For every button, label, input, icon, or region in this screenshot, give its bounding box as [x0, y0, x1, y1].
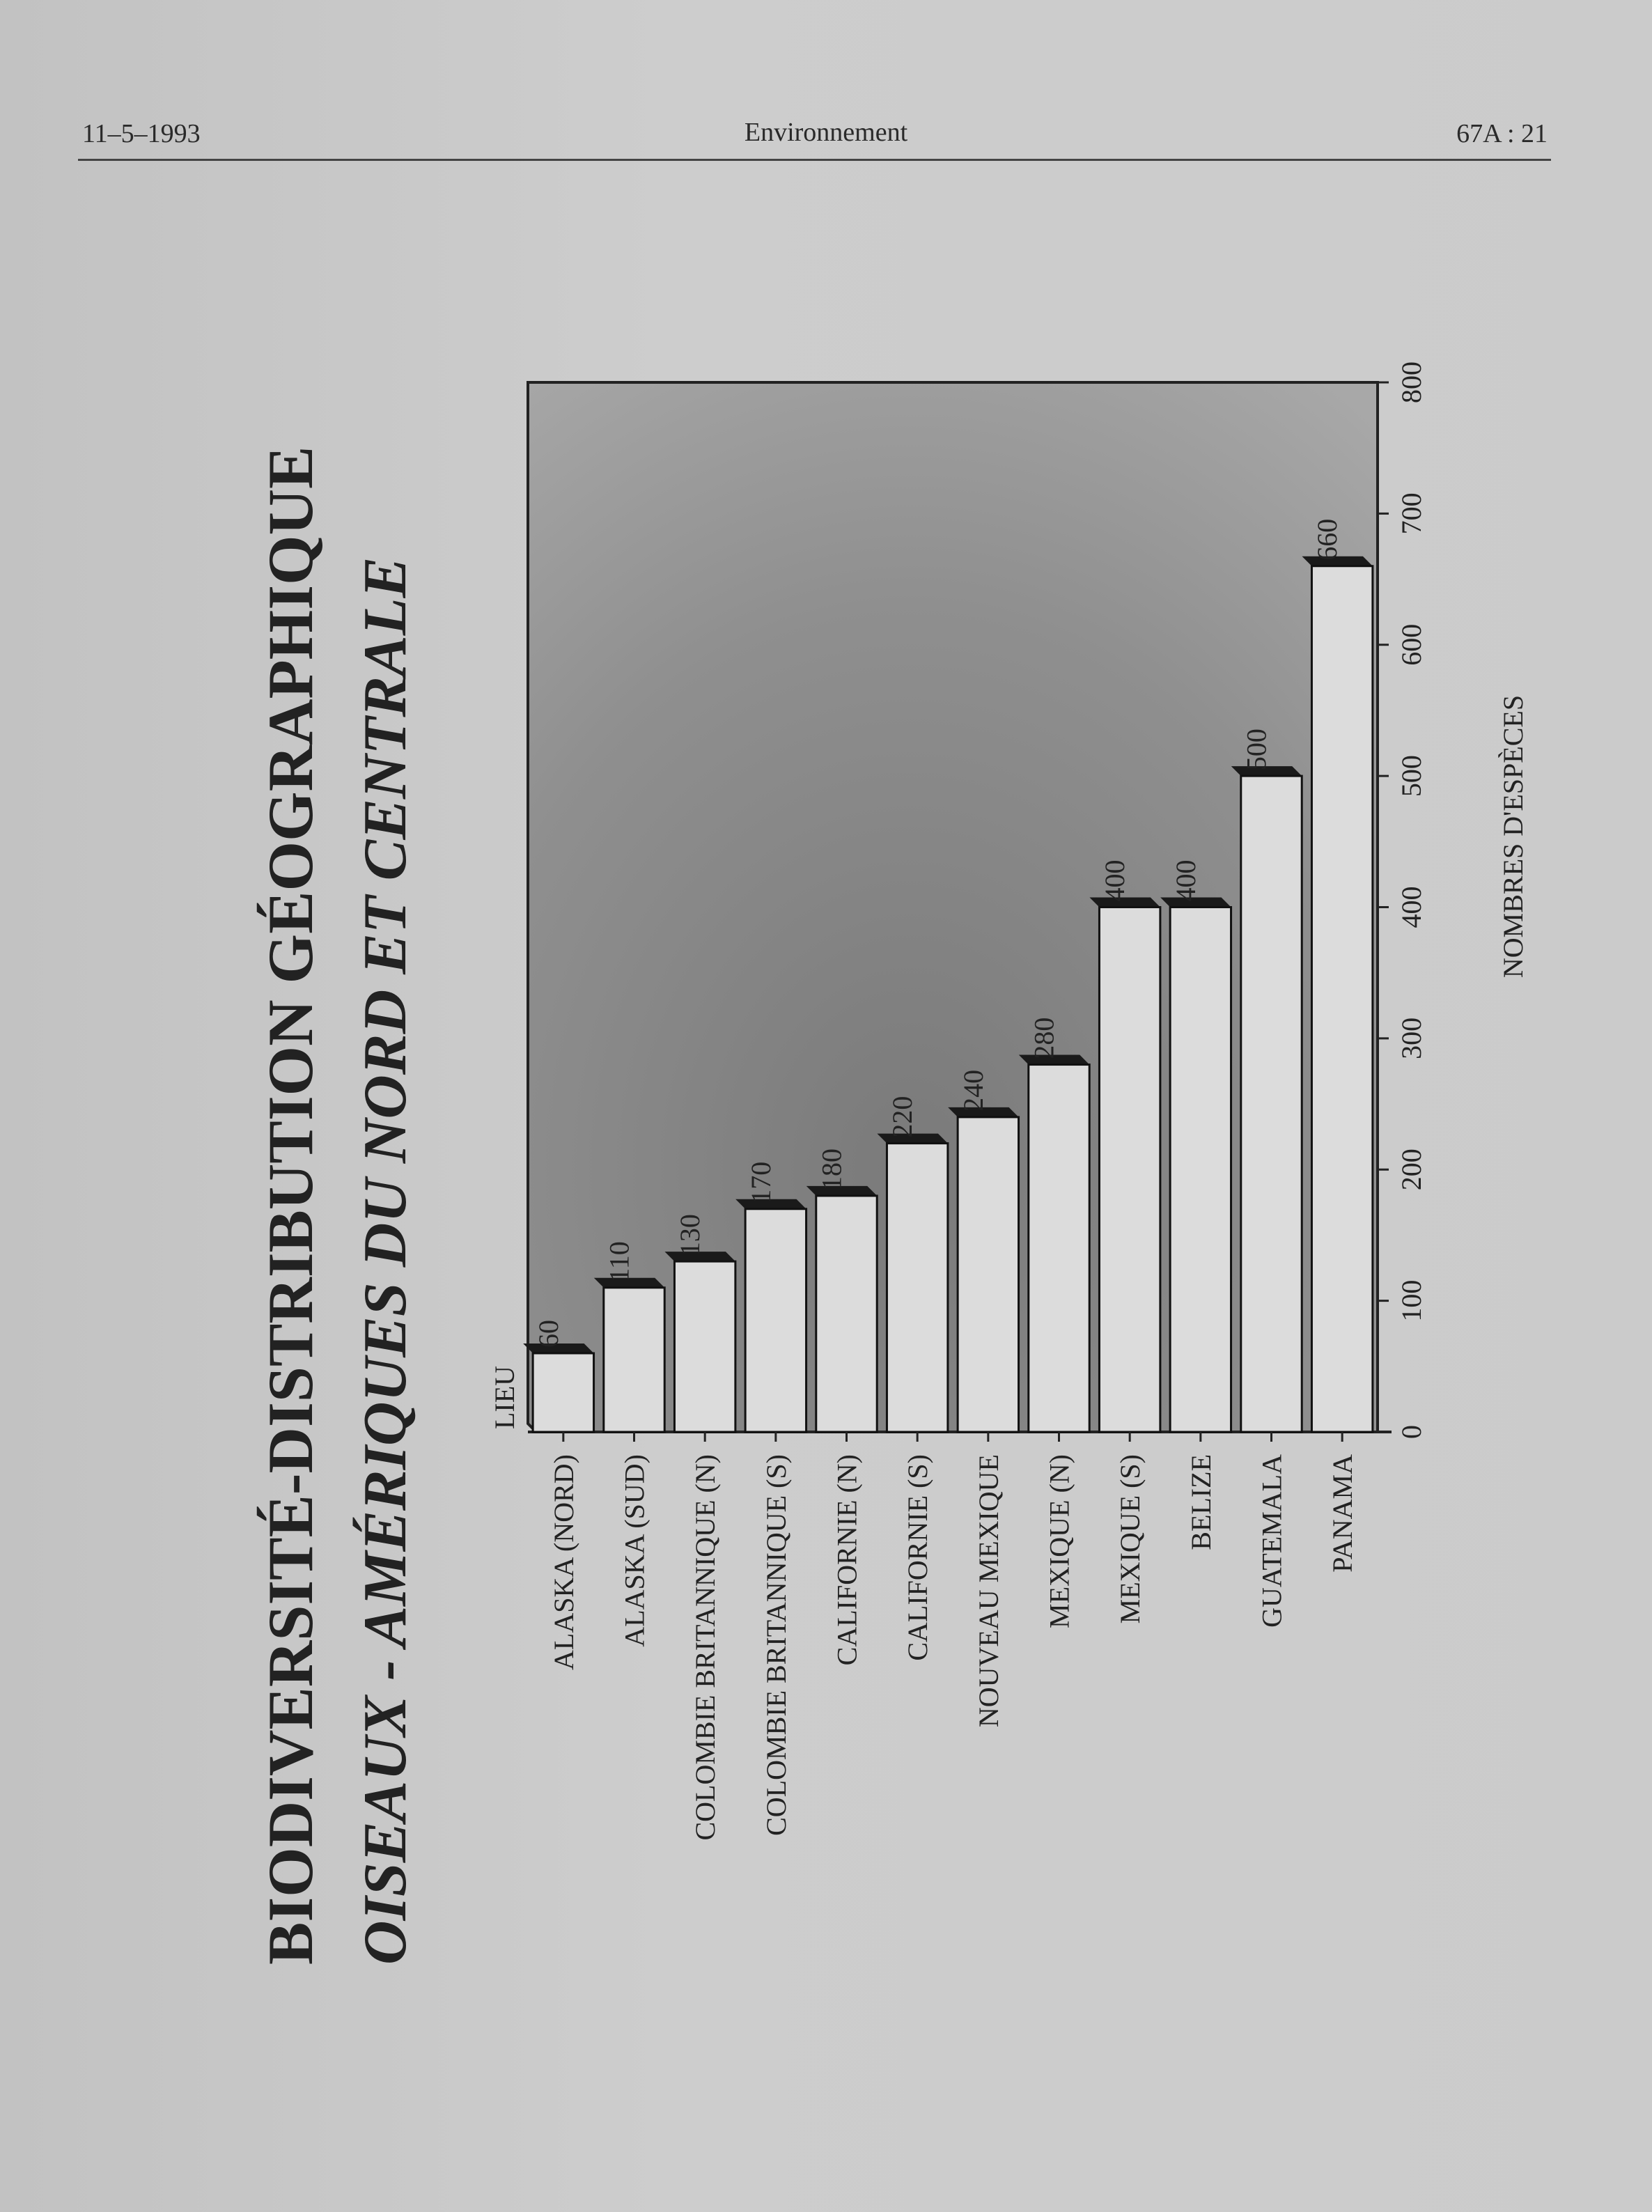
- bar: [745, 1209, 806, 1432]
- value-tick-label: 600: [1396, 623, 1427, 666]
- y-axis-label: NOMBRES D'ESPÈCES: [1497, 694, 1529, 979]
- category-tick-label: COLOMBIE BRITANNIQUE (N): [689, 1454, 722, 1841]
- bar: [958, 1117, 1018, 1432]
- category-tick-label: COLOMBIE BRITANNIQUE (S): [760, 1454, 792, 1836]
- bar: [1170, 908, 1231, 1433]
- plot-area: [523, 361, 1427, 1841]
- chart-title: BIODIVERSITÉ-DISTRIBUTION GÉOGRAPHIQUE: [255, 446, 326, 1965]
- bar-data-label: 60: [532, 1319, 564, 1348]
- bar-data-label: 400: [1169, 859, 1201, 902]
- bar: [887, 1144, 947, 1432]
- bar-data-label: 400: [1099, 859, 1131, 902]
- value-tick-label: 300: [1396, 1017, 1427, 1059]
- bar: [533, 1353, 593, 1432]
- bar: [604, 1288, 664, 1432]
- category-tick-label: CALIFORNIE (S): [902, 1454, 934, 1661]
- value-tick-label: 400: [1396, 886, 1427, 928]
- bar-data-label: 500: [1240, 729, 1272, 771]
- category-tick-label: PANAMA: [1327, 1454, 1359, 1573]
- bar-data-label: 660: [1311, 518, 1343, 561]
- header-date: 11–5–1993: [82, 119, 201, 148]
- bar-data-label: 220: [887, 1096, 919, 1138]
- x-axis-label: LIEU: [489, 1365, 520, 1429]
- value-tick-label: 500: [1396, 755, 1427, 797]
- bar-data-label: 240: [957, 1069, 989, 1112]
- category-tick-label: ALASKA (SUD): [618, 1454, 650, 1647]
- header-page-ref: 67A : 21: [1456, 119, 1548, 148]
- category-tick-label: BELIZE: [1185, 1454, 1217, 1550]
- bar-data-label: 180: [816, 1148, 848, 1190]
- category-tick-label: ALASKA (NORD): [547, 1454, 579, 1670]
- category-tick-label: MEXIQUE (N): [1043, 1454, 1075, 1628]
- bar: [1241, 776, 1302, 1432]
- value-tick-label: 700: [1396, 492, 1427, 535]
- value-tick-label: 0: [1396, 1425, 1427, 1439]
- bar-data-label: 110: [603, 1241, 635, 1282]
- bar: [816, 1196, 877, 1432]
- category-tick-label: CALIFORNIE (N): [831, 1454, 863, 1666]
- bar: [1099, 908, 1160, 1433]
- bar: [674, 1261, 735, 1432]
- bar-data-label: 280: [1028, 1017, 1060, 1059]
- category-tick-label: MEXIQUE (S): [1114, 1454, 1146, 1624]
- chart-subtitle: OISEAUX - AMÉRIQUES DU NORD ET CENTRALE: [352, 556, 419, 1965]
- header-section: Environnement: [744, 118, 908, 147]
- category-tick-label: NOUVEAU MEXIQUE: [972, 1454, 1004, 1728]
- bar-data-label: 170: [745, 1161, 777, 1204]
- value-tick-label: 200: [1396, 1148, 1427, 1191]
- category-tick-label: GUATEMALA: [1256, 1454, 1288, 1628]
- bar: [1311, 566, 1372, 1432]
- bar-data-label: 130: [674, 1214, 706, 1256]
- value-tick-label: 800: [1396, 361, 1427, 403]
- value-tick-label: 100: [1396, 1279, 1427, 1322]
- bar: [1029, 1065, 1089, 1432]
